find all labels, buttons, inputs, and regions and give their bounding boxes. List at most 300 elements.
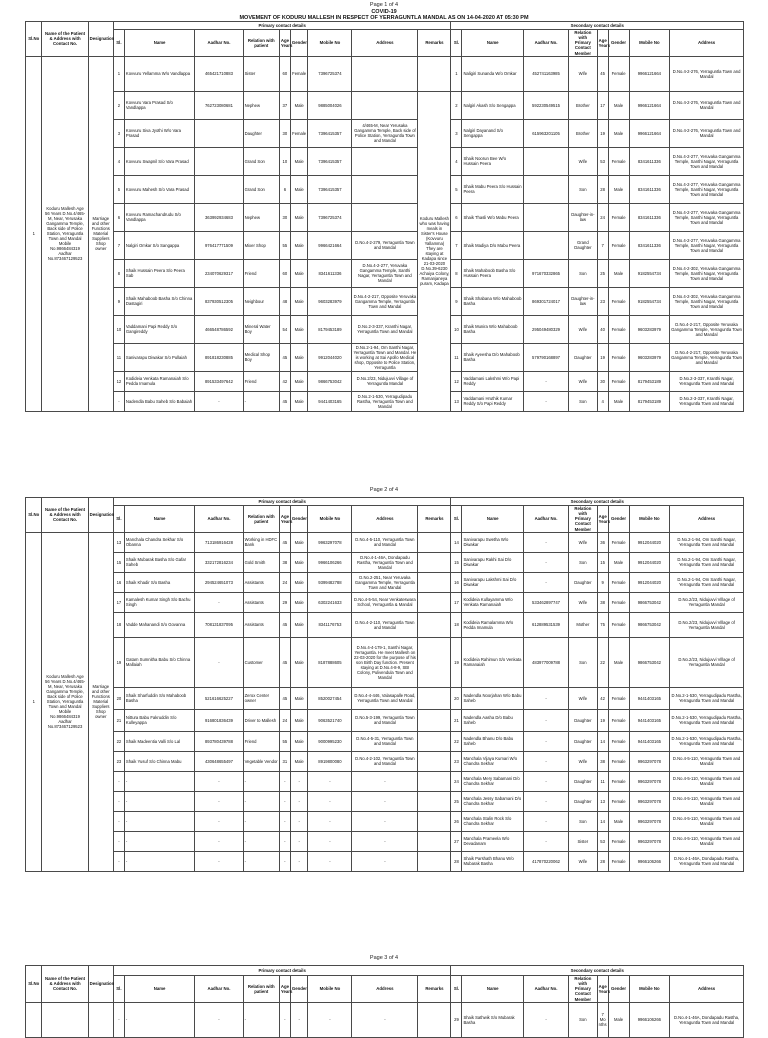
secondary-aadhar: 295049480329 xyxy=(524,315,569,343)
secondary-gender: Female xyxy=(608,731,629,751)
secondary-relation: Brother xyxy=(569,119,598,147)
primary-gender: - xyxy=(290,1002,308,1037)
page-1 xyxy=(0,0,768,485)
secondary-age: 40 xyxy=(597,315,608,343)
secondary-sl: 27 xyxy=(451,831,462,851)
page-number: Page 2 of 4 xyxy=(369,487,399,493)
primary-mobile: 9885004026 xyxy=(308,91,352,119)
primary-aadhar: 976417771509 xyxy=(195,231,243,259)
primary-age: - xyxy=(279,771,290,791)
header-remarks: Remarks xyxy=(418,30,451,57)
primary-name: - xyxy=(124,851,194,871)
primary-aadhar: - xyxy=(195,791,243,811)
header-secondary-age: Age Years xyxy=(597,506,608,533)
header-address: Address xyxy=(352,30,418,57)
secondary-aadhar xyxy=(524,231,569,259)
secondary-relation: Daughter xyxy=(569,709,598,731)
primary-gender: Male xyxy=(290,91,308,119)
primary-sl: 10 xyxy=(113,315,124,343)
primary-mobile: 7396415357 xyxy=(308,147,352,175)
secondary-name: Sanivarapu Swetha W/o Diwakar xyxy=(462,532,524,552)
primary-sl: 22 xyxy=(113,731,124,751)
primary-address: D.No.4-5-31, Yerraguntla Town and Mandal xyxy=(352,731,418,751)
header-address: Address xyxy=(352,976,418,1003)
secondary-aadhar: 483977009788 xyxy=(524,637,569,687)
secondary-address: D.No.4-5-110, Yerraguntla Town and Mandal xyxy=(670,751,744,771)
primary-address: D.No.4-5-54, Near Venkateswara School, Yerraguntla & Mandal xyxy=(352,592,418,612)
secondary-name: Nadendla Bhanu D/o Babu Saheb xyxy=(462,731,524,751)
secondary-name: Shaik Shabana W/o Mahaboob Basha xyxy=(462,287,524,315)
secondary-address: D.No.4-2-276, Yerraguntla Town and Mandal xyxy=(670,119,744,147)
primary-aadhar: 916801836439 xyxy=(195,709,243,731)
secondary-sl: 18 xyxy=(451,612,462,637)
secondary-gender: Male xyxy=(608,637,629,687)
remarks xyxy=(418,637,451,687)
primary-address xyxy=(352,91,418,119)
table-row xyxy=(26,147,744,175)
secondary-age: 38 xyxy=(597,592,608,612)
table-row xyxy=(26,532,744,552)
primary-age: 24 xyxy=(279,709,290,731)
secondary-mobile: 9866753042 xyxy=(629,612,670,637)
primary-sl: 18 xyxy=(113,612,124,637)
primary-mobile: 8179453189 xyxy=(308,315,352,343)
secondary-relation: Daughter xyxy=(569,771,598,791)
header-designation: Designation xyxy=(88,498,113,533)
primary-relation: Nephew xyxy=(243,203,279,231)
table-row xyxy=(26,612,744,637)
secondary-age: 7 Mo nths xyxy=(597,1002,608,1037)
header-age: Age Years xyxy=(279,30,290,57)
header-secondary-name: Name xyxy=(462,30,524,57)
secondary-address: D.No.4-2-277, Yeruvaka Gangamma Temple, Santhi Nagar, Yerraguntla Town and Mandal xyxy=(670,203,744,231)
primary-sl: - xyxy=(113,791,124,811)
primary-age: 55 xyxy=(279,231,290,259)
table-row xyxy=(26,851,744,871)
primary-mobile: 6302241633 xyxy=(308,592,352,612)
primary-gender: - xyxy=(290,771,308,791)
primary-relation: Vegetable Vendor xyxy=(243,751,279,771)
header-aadhar: Aadhar No. xyxy=(195,30,243,57)
primary-sl: 12 xyxy=(113,371,124,391)
table-row xyxy=(26,287,744,315)
primary-aadhar: - xyxy=(195,831,243,851)
primary-relation: Mineral Water Boy xyxy=(243,315,279,343)
primary-aadhar: - xyxy=(195,851,243,871)
primary-name: Shaik Yusuf S/o Chinna Mabu xyxy=(124,751,194,771)
secondary-gender: Female xyxy=(608,343,629,371)
table-row xyxy=(26,731,744,751)
primary-sl: - xyxy=(113,851,124,871)
secondary-mobile: 8179453189 xyxy=(629,391,670,411)
primary-age: 30 xyxy=(279,203,290,231)
primary-name: Shaik Hussain Peera S/o Peera Sab xyxy=(124,259,194,287)
primary-address: - xyxy=(352,771,418,791)
primary-age: 45 xyxy=(279,637,290,687)
secondary-sl: 20 xyxy=(451,687,462,709)
secondary-aadhar: 592230549515 xyxy=(524,91,569,119)
primary-gender: - xyxy=(290,851,308,871)
secondary-mobile: 8341611336 xyxy=(629,203,670,231)
table-row xyxy=(26,751,744,771)
remarks xyxy=(418,831,451,851)
primary-relation: - xyxy=(243,831,279,851)
primary-sl: - xyxy=(113,1002,124,1037)
table-row xyxy=(26,259,744,287)
table-row xyxy=(26,343,744,371)
primary-mobile: 9963297078 xyxy=(308,532,352,552)
header-mobile: Mobile No xyxy=(308,506,352,533)
secondary-relation: Daughter xyxy=(569,343,598,371)
secondary-gender: Female xyxy=(608,751,629,771)
table-row xyxy=(26,231,744,259)
primary-gender: - xyxy=(290,811,308,831)
primary-aadhar: 430648655497 xyxy=(195,751,243,771)
primary-mobile: 8520027454 xyxy=(308,687,352,709)
primary-gender: Male xyxy=(290,687,308,709)
primary-name: Sanivarapu Diwakar S/o Pullaiah xyxy=(124,343,194,371)
primary-mobile: - xyxy=(308,851,352,871)
secondary-sl: 24 xyxy=(451,771,462,791)
secondary-sl: 13 xyxy=(451,391,462,411)
primary-name: - xyxy=(124,811,194,831)
primary-name: Nadendla Babu Saheb S/o Babaiah xyxy=(124,391,194,411)
primary-mobile: 9000995230 xyxy=(308,731,352,751)
patient-designation: Marriage and other Functions Material Suppliers Shop owner xyxy=(88,56,113,411)
secondary-name: Nadendla Noorjahan W/o Babu Saheb xyxy=(462,687,524,709)
primary-name: Kodideia Venkata Ramanaiah S/o Pedda Imamula xyxy=(124,371,194,391)
secondary-aadhar: - xyxy=(524,709,569,731)
covid-heading: COVID-19 xyxy=(371,9,397,15)
remarks xyxy=(418,709,451,731)
primary-aadhar: 363992934683 xyxy=(195,203,243,231)
remarks xyxy=(418,56,451,91)
header-secondary-sl: Sl. xyxy=(451,30,462,57)
primary-gender: Male xyxy=(290,231,308,259)
primary-mobile: 9441403165 xyxy=(308,391,352,411)
table-row xyxy=(26,91,744,119)
primary-sl: 7 xyxy=(113,231,124,259)
primary-age: 6 xyxy=(279,175,290,203)
header-secondary-relation: Relation with Primary Contact Member xyxy=(569,30,598,57)
primary-aadhar: 893780439788 xyxy=(195,731,243,751)
secondary-age: 75 xyxy=(597,612,608,637)
patient-slno xyxy=(26,1002,42,1037)
primary-gender: Male xyxy=(290,371,308,391)
primary-age: 37 xyxy=(279,91,290,119)
primary-name: Shaik Madeentia Valli S/o Lal xyxy=(124,731,194,751)
secondary-aadhar: - xyxy=(524,1002,569,1037)
secondary-name: Shaik Mabu Peera S/o Hussain Peera xyxy=(462,175,524,203)
secondary-address: D.No.4-1-46A, Dondapadu Rastha, Yerraguntla Town and Mandal xyxy=(670,1002,744,1037)
primary-gender: - xyxy=(290,791,308,811)
secondary-age: 45 xyxy=(597,56,608,91)
primary-aadhar: 891818230885 xyxy=(195,343,243,371)
primary-relation: Grand Son xyxy=(243,175,279,203)
primary-address: D.No.4-2-102, Yerraguntla Town and Mandal xyxy=(352,751,418,771)
remarks xyxy=(418,1002,451,1037)
primary-name: Kovvuru Siva Jyothi W/o Vara Prasad xyxy=(124,119,194,147)
primary-mobile: 9966106266 xyxy=(308,552,352,572)
table-row xyxy=(26,391,744,411)
secondary-aadhar: 452741163985 xyxy=(524,56,569,91)
primary-sl: 9 xyxy=(113,287,124,315)
primary-mobile: 9063521740 xyxy=(308,709,352,731)
secondary-age: 11 xyxy=(597,771,608,791)
patient-designation xyxy=(88,1002,113,1037)
secondary-mobile: 9966121664 xyxy=(629,56,670,91)
secondary-age: 14 xyxy=(597,731,608,751)
primary-gender: Female xyxy=(290,56,308,91)
secondary-age: 53 xyxy=(597,831,608,851)
secondary-name: Manchala Stalin Rock S/o Chandra Sekhar xyxy=(462,811,524,831)
primary-name: Shaik Sharfuddin S/o Mahaboob Basha xyxy=(124,687,194,709)
secondary-address: D.No.4-2-217, Opposite Yeruvaka Gangamma Temple, Yerraguntla Town and Mandal xyxy=(670,343,744,371)
header-mobile: Mobile No xyxy=(308,976,352,1003)
header-relation: Relation with patient xyxy=(243,30,279,57)
primary-gender: Male xyxy=(290,315,308,343)
secondary-gender: Male xyxy=(608,811,629,831)
primary-mobile: 9866753042 xyxy=(308,371,352,391)
secondary-name: Manchala Mery Sabamani D/o Chandra Sekhar xyxy=(462,771,524,791)
secondary-address: D.No.2-1-94, Om Santhi Nagar, Yerraguntla Town and Mandal xyxy=(670,552,744,572)
primary-gender: Male xyxy=(290,259,308,287)
secondary-age: 17 xyxy=(597,91,608,119)
table-row xyxy=(26,56,744,91)
primary-address: D.No.4-2-217, Opposite Yeruvaka Gangamma Temple, Yerraguntla Town and Mandal xyxy=(352,287,418,315)
primary-mobile: 7396725374 xyxy=(308,56,352,91)
primary-age: 45 xyxy=(279,612,290,637)
primary-relation: - xyxy=(243,391,279,411)
primary-age: - xyxy=(279,1002,290,1037)
secondary-gender: Male xyxy=(608,391,629,411)
primary-name: Kovvuru Swapnil S/o Vara Prasad xyxy=(124,147,194,175)
primary-address: D.No.4-4-446, Valasapalle Road, Yerraguntla Town and Mandal xyxy=(352,687,418,709)
primary-relation: Driver to Mallesh xyxy=(243,709,279,731)
secondary-relation: Wife xyxy=(569,592,598,612)
contact-table xyxy=(25,497,744,872)
secondary-aadhar: - xyxy=(524,811,569,831)
secondary-age: 24 xyxy=(597,203,608,231)
secondary-relation: Wife xyxy=(569,56,598,91)
secondary-sl: 5 xyxy=(451,175,462,203)
secondary-address: D.No.4-2-217, Opposite Yeruvaka Gangamma Temple, Yerraguntla Town and Mandal xyxy=(670,315,744,343)
table-row xyxy=(26,572,744,592)
secondary-mobile: 8341611336 xyxy=(629,231,670,259)
header-secondary-aadhar: Aadhar No. xyxy=(524,976,569,1003)
secondary-gender: Female xyxy=(608,687,629,709)
primary-address: D.No.4-2-277, Yeruvaka Gangamma Temple, Santhi Nagar, Yerraguntla Town and Mandal xyxy=(352,259,418,287)
primary-age: - xyxy=(279,831,290,851)
table-row xyxy=(26,119,744,147)
secondary-aadhar: 579790168897 xyxy=(524,343,569,371)
primary-relation: Assistants xyxy=(243,612,279,637)
primary-sl: 11 xyxy=(113,343,124,371)
secondary-mobile: 9603283979 xyxy=(629,315,670,343)
primary-name: Kovvuru Mahesh S/o Vara Prasad xyxy=(124,175,194,203)
primary-address: D.No.2-1-94, Om Santhi Nagar, Yerraguntla Town and Mandal. He is working at Sai Apollo Medical shop, Opposite to Police Station, Yerraguntla xyxy=(353,344,417,370)
secondary-address: D.No.2/23, Nidujuvvi Village of Yerraguntla Mandal xyxy=(670,612,744,637)
primary-gender: Male xyxy=(290,731,308,751)
secondary-relation: Wife xyxy=(569,851,598,871)
secondary-relation: Wife xyxy=(569,315,598,343)
secondary-sl: 17 xyxy=(451,592,462,612)
page-2 xyxy=(0,485,768,940)
secondary-sl: 15 xyxy=(451,552,462,572)
secondary-gender: Female xyxy=(608,851,629,871)
primary-name: Nalgiri Omkar S/o Sangappa xyxy=(124,231,194,259)
header-secondary-aadhar: Aadhar No. xyxy=(524,30,569,57)
secondary-mobile: 9441403165 xyxy=(629,709,670,731)
primary-gender: Female xyxy=(290,119,308,147)
primary-aadhar: 891533497642 xyxy=(195,371,243,391)
secondary-mobile: 8179453189 xyxy=(629,371,670,391)
primary-aadhar: 837930512305 xyxy=(195,287,243,315)
secondary-sl: 19 xyxy=(451,637,462,687)
primary-mobile: - xyxy=(308,791,352,811)
primary-address: D.No.4-2-279, Yerraguntla Town and Mandal xyxy=(352,231,418,259)
secondary-sl: 4 xyxy=(451,147,462,175)
secondary-mobile: 9182554734 xyxy=(629,259,670,287)
secondary-address: D.No.2/23, Nidujuvvi Village of Yerraguntla Mandal xyxy=(670,637,744,687)
table-row xyxy=(26,315,744,343)
secondary-address: D.No.4-2-277, Yeruvaka Gangamma Temple, Santhi Nagar, Yerraguntla Town and Mandal xyxy=(670,231,744,259)
header-relation: Relation with patient xyxy=(243,506,279,533)
primary-age: - xyxy=(279,851,290,871)
secondary-name: Nalgiri Dayanand S/o Sengappa xyxy=(462,119,524,147)
secondary-mobile: 9963297078 xyxy=(629,831,670,851)
secondary-name: Nadendla Aasha D/o Babu Saheb xyxy=(462,709,524,731)
primary-mobile: 7396415357 xyxy=(308,119,352,147)
secondary-relation: Wife xyxy=(569,532,598,552)
primary-sl: 21 xyxy=(113,709,124,731)
table-row xyxy=(26,811,744,831)
secondary-sl: 10 xyxy=(451,315,462,343)
secondary-name: Shaik Mahaboob Basha S/o Hussain Peera xyxy=(462,259,524,287)
header-patient: Name of the Patient & Address with Contact No. xyxy=(42,966,88,1003)
secondary-aadhar: - xyxy=(524,771,569,791)
header-secondary-age: Age Years xyxy=(597,30,608,57)
primary-name: - xyxy=(124,771,194,791)
secondary-gender: Male xyxy=(608,1002,629,1037)
primary-address: - xyxy=(352,811,418,831)
secondary-relation: Son xyxy=(569,1002,598,1037)
header-secondary-relation: Relation with Primary Contact Member xyxy=(569,506,598,533)
primary-address: D.No.4-1-46A, Dondapadu Rastha, Yerraguntla Town and Mandal xyxy=(352,552,418,572)
secondary-contact-heading: Secondary contact details xyxy=(451,498,744,506)
secondary-relation: Grand Daughter xyxy=(569,231,598,259)
primary-sl: 15 xyxy=(113,552,124,572)
secondary-gender: Female xyxy=(608,56,629,91)
secondary-address: D.No.4-2-276, Yerraguntla Town and Mandal xyxy=(670,91,744,119)
secondary-age: 13 xyxy=(597,791,608,811)
secondary-aadhar xyxy=(524,175,569,203)
secondary-name: Naligiri Sunanda W/o Omkar xyxy=(462,56,524,91)
secondary-sl: 29 xyxy=(451,1002,462,1037)
secondary-relation: Son xyxy=(569,259,598,287)
secondary-sl: 6 xyxy=(451,203,462,231)
secondary-mobile: 9441403165 xyxy=(629,731,670,751)
secondary-gender: Female xyxy=(608,147,629,175)
table-row xyxy=(26,1002,744,1037)
secondary-relation: Sister xyxy=(569,831,598,851)
primary-sl: 5 xyxy=(113,175,124,203)
primary-gender: Male xyxy=(290,612,308,637)
primary-aadhar: 332172816234 xyxy=(195,552,243,572)
table-row xyxy=(26,771,744,791)
secondary-mobile: 9963297078 xyxy=(629,751,670,771)
secondary-address: D.No.4-5-110, Yerraguntla Town and Mandal xyxy=(670,831,744,851)
table-row xyxy=(26,592,744,612)
primary-aadhar: 234070629317 xyxy=(195,259,243,287)
secondary-mobile: 9912044020 xyxy=(629,532,670,552)
secondary-name: Shaik Madiya D/o Mabu Peera xyxy=(462,231,524,259)
secondary-mobile: 9603283979 xyxy=(629,343,670,371)
table-row xyxy=(26,637,744,687)
table-row xyxy=(26,552,744,572)
secondary-sl: 21 xyxy=(451,709,462,731)
primary-address: - xyxy=(352,851,418,871)
secondary-age: 28 xyxy=(597,175,608,203)
secondary-gender: Male xyxy=(608,91,629,119)
secondary-name: Sanivarapu Lakshmi Sai D/o Diwakar xyxy=(462,572,524,592)
primary-aadhar: 465421710883 xyxy=(195,56,243,91)
secondary-age: 19 xyxy=(597,119,608,147)
header-sl: Sl. xyxy=(113,30,124,57)
primary-relation: Assistants xyxy=(243,572,279,592)
table-row xyxy=(26,831,744,851)
secondary-aadhar: 869301724017 xyxy=(524,287,569,315)
secondary-name: Kodideia Rahimun S/o Venkata Ramanaiah xyxy=(462,637,524,687)
secondary-relation: Son xyxy=(569,391,598,411)
primary-age: 45 xyxy=(279,391,290,411)
primary-mobile: 8919800080 xyxy=(308,751,352,771)
table-row xyxy=(26,791,744,811)
primary-age: 24 xyxy=(279,572,290,592)
primary-age: 45 xyxy=(279,687,290,709)
primary-age: 48 xyxy=(279,287,290,315)
header-secondary-mobile: Mobile No xyxy=(629,30,670,57)
secondary-age: 36 xyxy=(597,532,608,552)
secondary-address: D.No.2-1-94, Om Santhi Nagar, Yerraguntla Town and Mandal xyxy=(670,532,744,552)
remarks xyxy=(418,751,451,771)
header-sl: Sl. xyxy=(113,506,124,533)
secondary-gender: Female xyxy=(608,791,629,811)
secondary-age: 22 xyxy=(597,637,608,687)
primary-gender: Male xyxy=(290,751,308,771)
primary-age: - xyxy=(279,791,290,811)
header-patient: Name of the Patient & Address with Contact No. xyxy=(42,22,88,57)
primary-age: 10 xyxy=(279,147,290,175)
primary-aadhar xyxy=(195,147,243,175)
secondary-aadhar: 615963201105 xyxy=(524,119,569,147)
header-gender: Gender xyxy=(290,30,308,57)
header-gender: Gender xyxy=(290,976,308,1003)
patient-details xyxy=(42,1002,88,1037)
secondary-age: 30 xyxy=(597,371,608,391)
primary-contact-heading: Primary contact details xyxy=(113,966,451,976)
secondary-gender: Male xyxy=(608,552,629,572)
secondary-address: D.No.2-1-530, Yerragudipadu Rastha, Yerraguntla Town and Mandal xyxy=(670,709,744,731)
secondary-mobile: 9963297078 xyxy=(629,771,670,791)
table-row xyxy=(26,687,744,709)
primary-aadhar: 466548786592 xyxy=(195,315,243,343)
secondary-name: Kodideia Ramalamma W/o Pedda Imamula xyxy=(462,612,524,637)
secondary-aadhar: 417870220062 xyxy=(524,851,569,871)
primary-relation: Daughter xyxy=(243,119,279,147)
secondary-relation: Wife xyxy=(569,687,598,709)
primary-sl: - xyxy=(113,771,124,791)
